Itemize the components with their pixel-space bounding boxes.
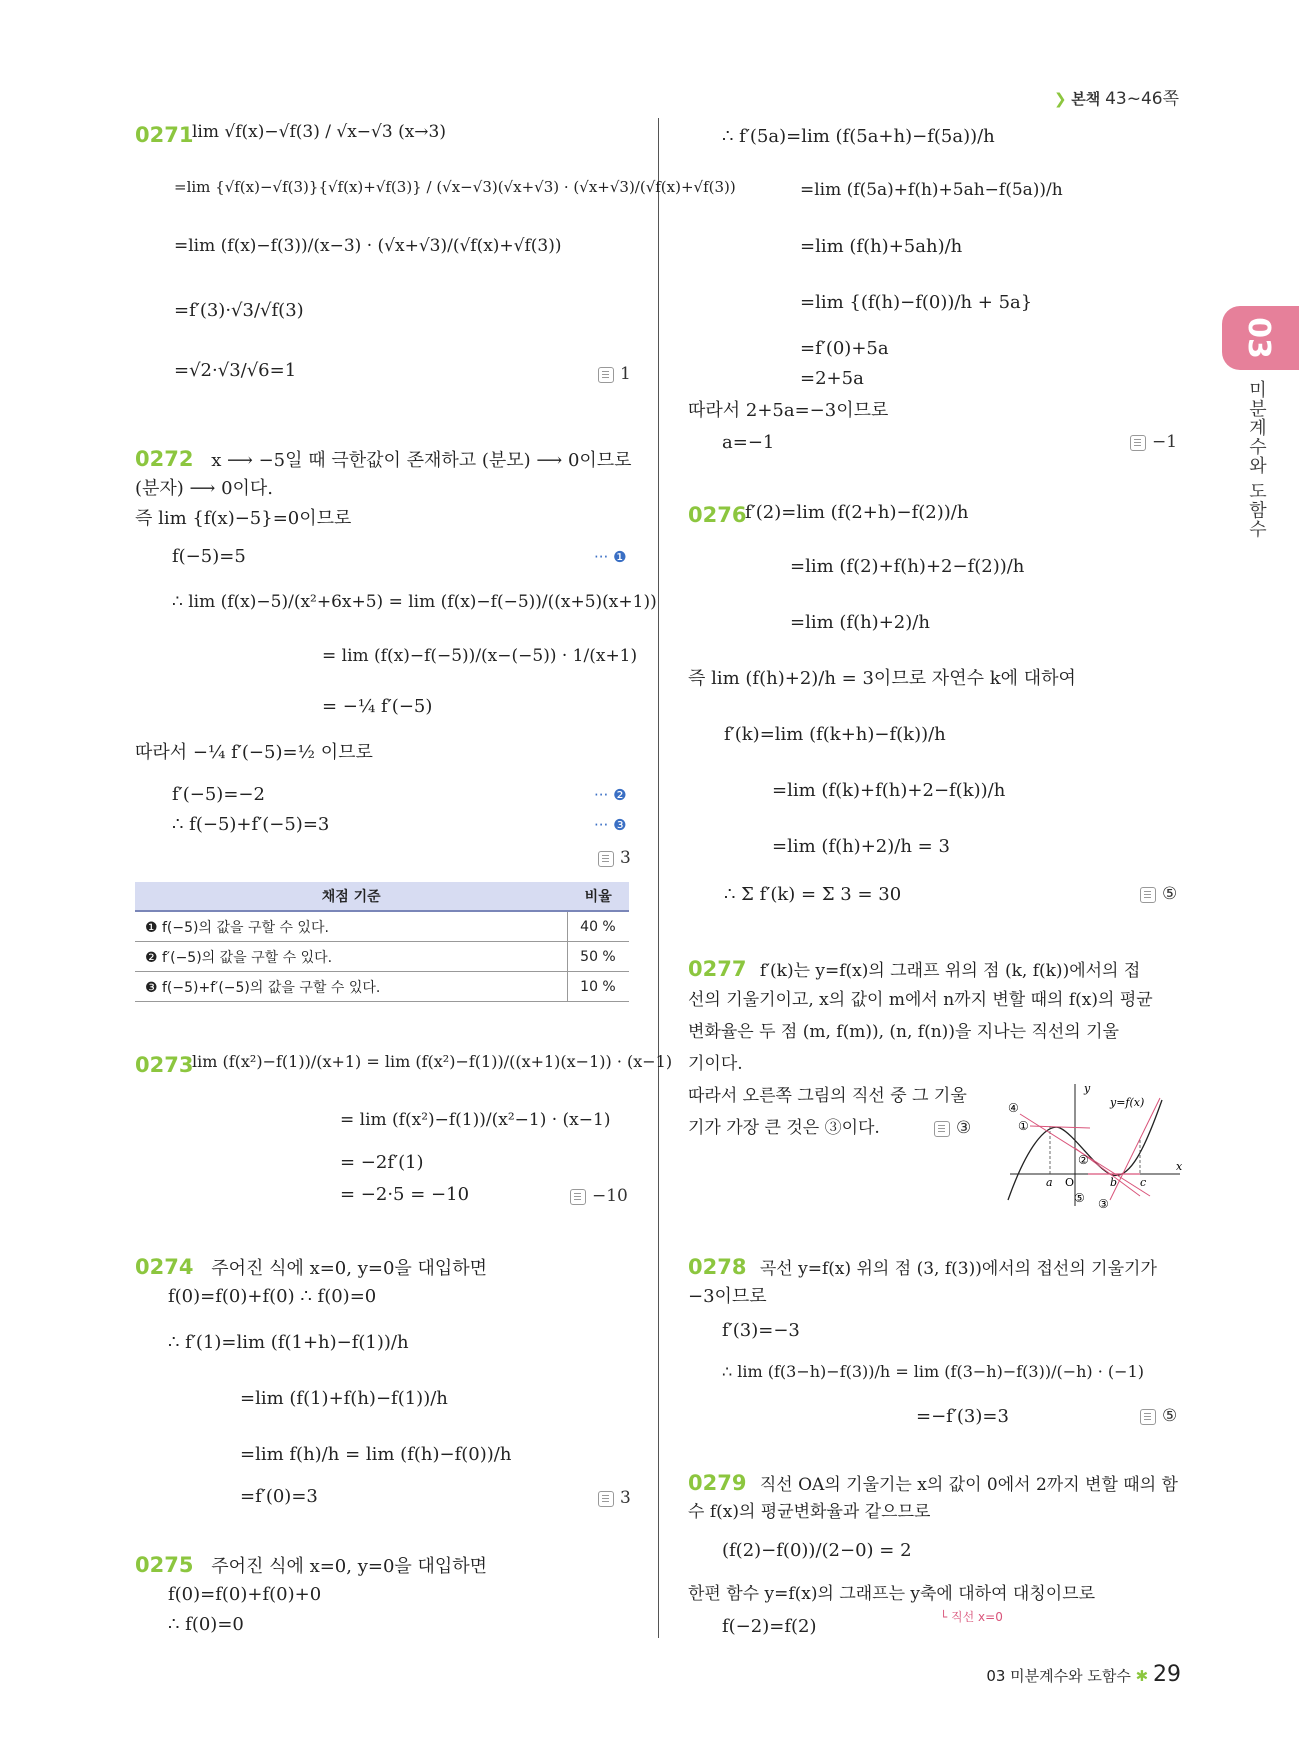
p0271-line4: =f′(3)·√3/√f(3) (174, 300, 304, 321)
svg-text:y=f(x): y=f(x) (1110, 1096, 1145, 1109)
p0278-line2: ∴ lim (f(3−h)−f(3))/h = lim (f(3−h)−f(3))/(−h) · (−1) (722, 1362, 1144, 1381)
p0278-answer: ⑤ (1140, 1406, 1177, 1426)
p0276-line4: f′(k)=lim (f(k+h)−f(k))/h (724, 724, 946, 745)
p0276-line1: f′(2)=lim (f(2+h)−f(2))/h (745, 502, 969, 523)
p0275-text2: 따라서 2+5a=−3이므로 (688, 400, 889, 421)
answer-icon (598, 851, 614, 867)
answer-icon (598, 367, 614, 383)
problem-0278: 0278 곡선 y=f(x) 위의 점 (3, f(3))에서의 접선의 기울기가 (688, 1255, 1157, 1279)
p0272-line3: = lim (f(x)−f(−5))/(x−(−5)) · 1/(x+1) (322, 646, 638, 666)
p0277-text3: 변화율은 두 점 (m, f(m)), (n, f(n))을 지나는 직선의 기울 (688, 1022, 1119, 1042)
problem-0276: 0276 (688, 503, 747, 527)
answer-icon (570, 1189, 586, 1205)
answer-icon (1140, 1409, 1156, 1425)
svg-text:①: ① (1018, 1119, 1029, 1133)
answer-icon (1140, 887, 1156, 903)
page-footer: 03 미분계수와 도함수 ✱ 29 (986, 1662, 1181, 1687)
p0279-text2: 수 f(x)의 평균변화율과 같으므로 (688, 1502, 931, 1522)
p0271-line2: =lim {√f(x)−√f(3)}{√f(x)+√f(3)} / (√x−√3)(√x+√3) · (√x+√3)/(√f(x)+√f(3)) (174, 178, 736, 196)
p0275-r6: =2+5a (800, 368, 864, 389)
problem-0279: 0279 직선 OA의 기울기는 x의 값이 0에서 2까지 변할 때의 함 (688, 1471, 1178, 1495)
p0273-line3: = −2f′(1) (340, 1152, 424, 1173)
p0272-line6: ∴ f(−5)+f′(−5)=3 (172, 814, 330, 835)
p0275-r1: ∴ f′(5a)=lim (f(5a+h)−f(5a))/h (722, 126, 995, 147)
p0272-line5: f′(−5)=−2 (172, 784, 265, 805)
curve (1008, 1100, 1162, 1200)
p0272-text4: 따라서 −¼ f′(−5)=½ 이므로 (135, 742, 373, 763)
p0278-line3: =−f′(3)=3 (916, 1406, 1009, 1427)
chapter-side-title: 미분계수와 도함수 (1246, 380, 1267, 539)
p0272-line4: = −¼ f′(−5) (322, 696, 433, 717)
line-3 (1110, 1098, 1160, 1200)
svg-text:④: ④ (1008, 1101, 1019, 1115)
p0274-line3: =lim (f(1)+f(h)−f(1))/h (240, 1388, 448, 1409)
ratio-header: 비율 (567, 882, 629, 911)
p0278-text2: −3이므로 (688, 1286, 767, 1307)
p0279-line2: f(−2)=f(2) (722, 1616, 817, 1637)
tangent-graph (1000, 1078, 1185, 1210)
p0276-answer: ⑤ (1140, 884, 1177, 904)
p0277-text2: 선의 기울기이고, x의 값이 m에서 n까지 변할 때의 f(x)의 평균 (688, 990, 1153, 1010)
svg-text:⑤: ⑤ (1074, 1191, 1085, 1205)
p0276-line5: =lim (f(k)+f(h)+2−f(k))/h (772, 780, 1006, 801)
svg-text:O: O (1065, 1176, 1075, 1189)
p0275-r4: =lim {(f(h)−f(0))/h + 5a} (800, 292, 1033, 313)
p0274-answer: 3 (598, 1488, 631, 1508)
svg-text:c: c (1140, 1176, 1147, 1189)
problem-0274: 0274 주어진 식에 x=0, y=0을 대입하면 (135, 1255, 488, 1279)
p0276-line6: =lim (f(h)+2)/h = 3 (772, 836, 950, 857)
column-divider (658, 118, 659, 1638)
problem-0273: 0273 (135, 1053, 194, 1077)
criteria-header: 채점 기준 (135, 882, 567, 911)
p0273-answer: −10 (570, 1186, 628, 1206)
p0272-line1: f(−5)=5 (172, 546, 246, 567)
p0272-mark3: ··· ❸ (594, 816, 627, 834)
p0275-r7: a=−1 (722, 432, 775, 453)
p0273-line1: lim (f(x²)−f(1))/(x+1) = lim (f(x²)−f(1))/((x+1)(x−1)) · (x−1) (192, 1052, 673, 1071)
p0274-line2: ∴ f′(1)=lim (f(1+h)−f(1))/h (168, 1332, 409, 1353)
p0272-text2: (분자) ⟶ 0이다. (135, 478, 274, 499)
p0275-r5: =f′(0)+5a (800, 338, 889, 359)
star-icon: ✱ (1135, 1667, 1149, 1685)
p0275-answer: −1 (1130, 432, 1177, 452)
table-row: ❷ f′(−5)의 값을 구할 수 있다. 50 % (135, 942, 629, 972)
p0272-text3: 즉 lim {f(x)−5}=0이므로 (135, 508, 352, 529)
p0271-line5: =√2·√3/√6=1 (174, 360, 297, 381)
p0275-r2: =lim (f(5a)+f(h)+5ah−f(5a))/h (800, 180, 1063, 200)
problem-0277: 0277 f′(k)는 y=f(x)의 그래프 위의 점 (k, f(k))에서의 접 (688, 957, 1141, 981)
p0274-line5: =f′(0)=3 (240, 1486, 318, 1507)
problem-0272: 0272 x ⟶ −5일 때 극한값이 존재하고 (분모) ⟶ 0이므로 (135, 447, 632, 471)
problem-0271: 0271 (135, 123, 194, 147)
svg-text:x: x (1176, 1160, 1183, 1173)
p0275-line2: ∴ f(0)=0 (168, 1614, 244, 1635)
p0275-r3: =lim (f(h)+5ah)/h (800, 236, 963, 257)
p0277-text6: 기가 가장 큰 것은 ③이다. (688, 1118, 880, 1138)
p0272-mark2: ··· ❷ (594, 786, 627, 804)
p0276-line7: ∴ Σ f′(k) = Σ 3 = 30 (724, 884, 902, 905)
chevron-right-icon: ❯ (1053, 90, 1067, 108)
p0274-line1: f(0)=f(0)+f(0) ∴ f(0)=0 (168, 1286, 377, 1307)
answer-icon (598, 1491, 614, 1507)
p0279-line1: (f(2)−f(0))/(2−0) = 2 (722, 1540, 912, 1561)
p0271-answer: 1 (598, 364, 631, 384)
answer-icon (1130, 435, 1146, 451)
table-row: ❸ f(−5)+f′(−5)의 값을 구할 수 있다. 10 % (135, 972, 629, 1002)
p0277-text4: 기이다. (688, 1054, 743, 1074)
page-reference: ❯ 본책 43~46쪽 (1053, 89, 1179, 109)
table-row: ❶ f(−5)의 값을 구할 수 있다. 40 % (135, 911, 629, 942)
p0274-line4: =lim f(h)/h = lim (f(h)−f(0))/h (240, 1444, 512, 1465)
svg-text:a: a (1046, 1176, 1053, 1189)
svg-text:y: y (1084, 1082, 1091, 1095)
p0272-answer: 3 (598, 848, 631, 868)
svg-text:②: ② (1078, 1153, 1089, 1167)
svg-text:③: ③ (1098, 1197, 1109, 1210)
scoring-criteria-table (135, 882, 629, 1002)
p0277-answer: ③ (934, 1118, 971, 1138)
p0273-line2: = lim (f(x²)−f(1))/(x²−1) · (x−1) (340, 1110, 611, 1130)
p0275-line1: f(0)=f(0)+f(0)+0 (168, 1584, 322, 1605)
p0272-line2: ∴ lim (f(x)−5)/(x²+6x+5) = lim (f(x)−f(−5))/((x+5)(x+1)) (172, 592, 657, 612)
p0276-text1: 즉 lim (f(h)+2)/h = 3이므로 자연수 k에 대하여 (688, 668, 1076, 689)
p0279-text3: 한편 함수 y=f(x)의 그래프는 y축에 대하여 대칭이므로 (688, 1584, 1096, 1604)
p0277-text5: 따라서 오른쪽 그림의 직선 중 그 기울 (688, 1086, 967, 1106)
chapter-tab: 03 (1222, 306, 1299, 370)
p0273-line4: = −2·5 = −10 (340, 1184, 470, 1205)
problem-0275: 0275 주어진 식에 x=0, y=0을 대입하면 (135, 1553, 488, 1577)
p0279-note: └ 직선 x=0 (940, 1610, 1003, 1624)
p0272-mark1: ··· ❶ (594, 548, 627, 566)
answer-icon (934, 1121, 950, 1137)
p0271-line3: =lim (f(x)−f(3))/(x−3) · (√x+√3)/(√f(x)+√f(3)) (174, 236, 562, 256)
p0276-line3: =lim (f(h)+2)/h (790, 612, 930, 633)
p0276-line2: =lim (f(2)+f(h)+2−f(2))/h (790, 556, 1025, 577)
p0271-line1: lim √f(x)−√f(3) / √x−√3 (x→3) (192, 122, 446, 142)
p0278-line1: f′(3)=−3 (722, 1320, 800, 1341)
svg-text:b: b (1110, 1176, 1118, 1189)
